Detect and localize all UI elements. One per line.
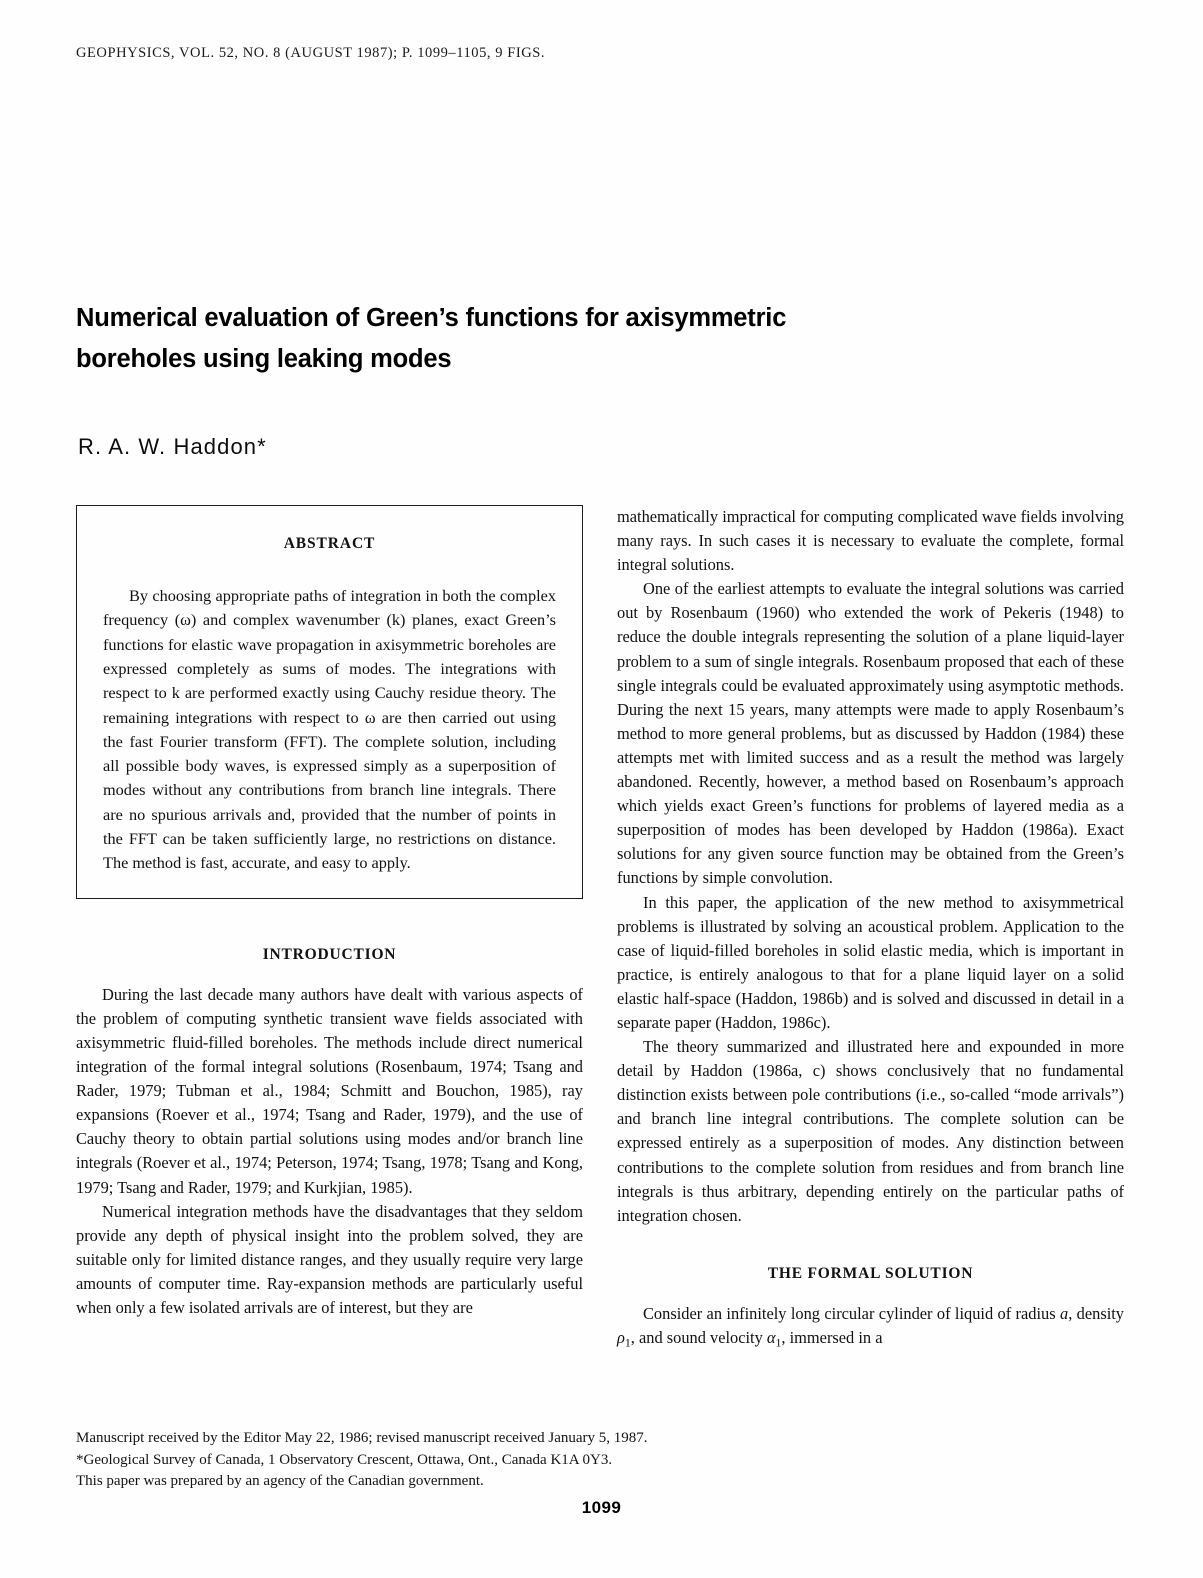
right-paragraph-3: In this paper, the application of the new method to axisymmetrical problems is illustrated by solving an acoustical problem. Application to the case of liquid-filled boreholes in solid elastic media, which is important in practice, is entirely analogous to that for a plane liquid layer on a solid elastic half-space (Haddon, 1986b) and is solved and discussed in detail in a separate paper (Haddon, 1986c). bbox=[617, 892, 1124, 1032]
right-column bbox=[617, 505, 1124, 1354]
right-paragraph-4: The theory summarized and illustrated here and expounded in more detail by Haddon (1986a, c) shows conclusively that no fundamental distinction exists between pole contributions (i.e., so-called “mode arrivals”) and branch line integral contributions. The complete solution can be expressed entirely as a superposition of modes. Any distinction between contributions to the complete solution from residues and from branch line integrals is thus arbitrary, depending entirely on the particular paths of integration chosen. bbox=[617, 1037, 1124, 1225]
right-paragraph-2: One of the earliest attempts to evaluate the integral solutions was carried out by Rosenbaum (1960) who extended the work of Pekeris (1948) to reduce the double integrals representing the solution of a plane liquid-layer problem to a sum of single integrals. Rosenbaum proposed that each of these single integrals could be evaluated approximately using asymptotic methods. During the next 15 years, many attempts were made to apply Rosenbaum’s method to more general problems, but as discussed by Haddon (1984) these attempts met with limited success and as a result the method was largely abandoned. Recently, however, a method based on Rosenbaum’s approach which yields exact Green’s functions for problems of layered media as a superposition of modes has been developed by Haddon (1986a). Exact solutions for any given source function may be obtained from the Green’s functions by simple convolution. bbox=[617, 579, 1124, 888]
page-number: 1099 bbox=[581, 1498, 622, 1517]
formal-text-suffix: , immersed in a bbox=[781, 1328, 883, 1347]
radius-symbol: a bbox=[1059, 1303, 1069, 1323]
footnote-line-affiliation: *Geological Survey of Canada, 1 Observatory Crescent, Ottawa, Ont., Canada K1A 0Y3. bbox=[76, 1451, 613, 1468]
velocity-subscript: 1 bbox=[775, 1335, 782, 1350]
left-column bbox=[76, 505, 583, 1320]
section-heading-introduction: INTRODUCTION bbox=[262, 945, 397, 963]
section-heading-formal-solution: THE FORMAL SOLUTION bbox=[767, 1264, 974, 1282]
abstract-text: By choosing appropriate paths of integration in both the complex frequency (ω) and complex wavenumber (k) planes, exact Green’s functions for elastic wave propagation in axisymmetric boreholes are expressed completely as sums of modes. The integrations with respect to k are performed exactly using Cauchy residue theory. The remaining integrations with respect to ω are then carried out using the fast Fourier transform (FFT). The complete solution, including all possible body waves, is expressed simply as a superposition of modes without any contributions from branch line integrals. There are no spurious arrivals and, provided that the number of points in the FFT can be taken sufficiently large, no restrictions on distance. The method is fast, accurate, and easy to apply. bbox=[103, 586, 556, 873]
formal-text-mid-1: , density bbox=[1068, 1303, 1125, 1323]
abstract-box bbox=[76, 505, 583, 899]
formal-text-prefix: Consider an infinitely long circular cylinder of liquid of radius bbox=[643, 1303, 1060, 1323]
abstract-heading: ABSTRACT bbox=[283, 535, 376, 552]
density-symbol: ρ bbox=[617, 1328, 625, 1347]
intro-paragraph-1: During the last decade many authors have dealt with various aspects of the problem of computing synthetic transient wave fields associated with axisymmetric fluid-filled boreholes. The methods include direct numerical integration of the formal integral solutions (Rosenbaum, 1974; Tsang and Rader, 1979; Tubman et al., 1984; Schmitt and Bouchon, 1985), ray expansions (Roever et al., 1974; Tsang and Rader, 1979), and the use of Cauchy theory to obtain partial solutions using modes and/or branch line integrals (Roever et al., 1974; Peterson, 1974; Tsang, 1978; Tsang and Kong, 1979; Tsang and Rader, 1979; and Kurkjian, 1985). bbox=[76, 984, 583, 1197]
velocity-symbol: α bbox=[766, 1328, 776, 1347]
journal-header-line: GEOPHYSICS, VOL. 52, NO. 8 (AUGUST 1987); P. 1099–1105, 9 FIGS. bbox=[76, 45, 546, 61]
footnote-block bbox=[76, 1428, 1126, 1493]
footnote-line-agency: This paper was prepared by an agency of the Canadian government. bbox=[76, 1473, 484, 1489]
page-title: Numerical evaluation of Green’s functions for axisymmetric boreholes using leaking modes bbox=[76, 304, 787, 374]
formal-text-mid-2: , and sound velocity bbox=[630, 1328, 767, 1347]
intro-paragraph-2: Numerical integration methods have the disadvantages that they seldom provide any depth of physical insight into the problem solved, they are suitable only for limited distance ranges, and they usually require very large amounts of computer time. Ray-expansion methods are particularly useful when only a few isolated arrivals are of interest, but they are bbox=[76, 1201, 583, 1317]
footnote-line-manuscript: Manuscript received by the Editor May 22, 1986; revised manuscript received January 5, 1987. bbox=[76, 1430, 648, 1446]
density-subscript: 1 bbox=[624, 1335, 631, 1350]
right-paragraph-1: mathematically impractical for computing complicated wave fields involving many rays. In such cases it is necessary to evaluate the complete, formal integral solutions. bbox=[617, 507, 1124, 575]
right-paragraph-5 bbox=[617, 1302, 1124, 1354]
author-byline: R. A. W. Haddon* bbox=[78, 434, 267, 459]
